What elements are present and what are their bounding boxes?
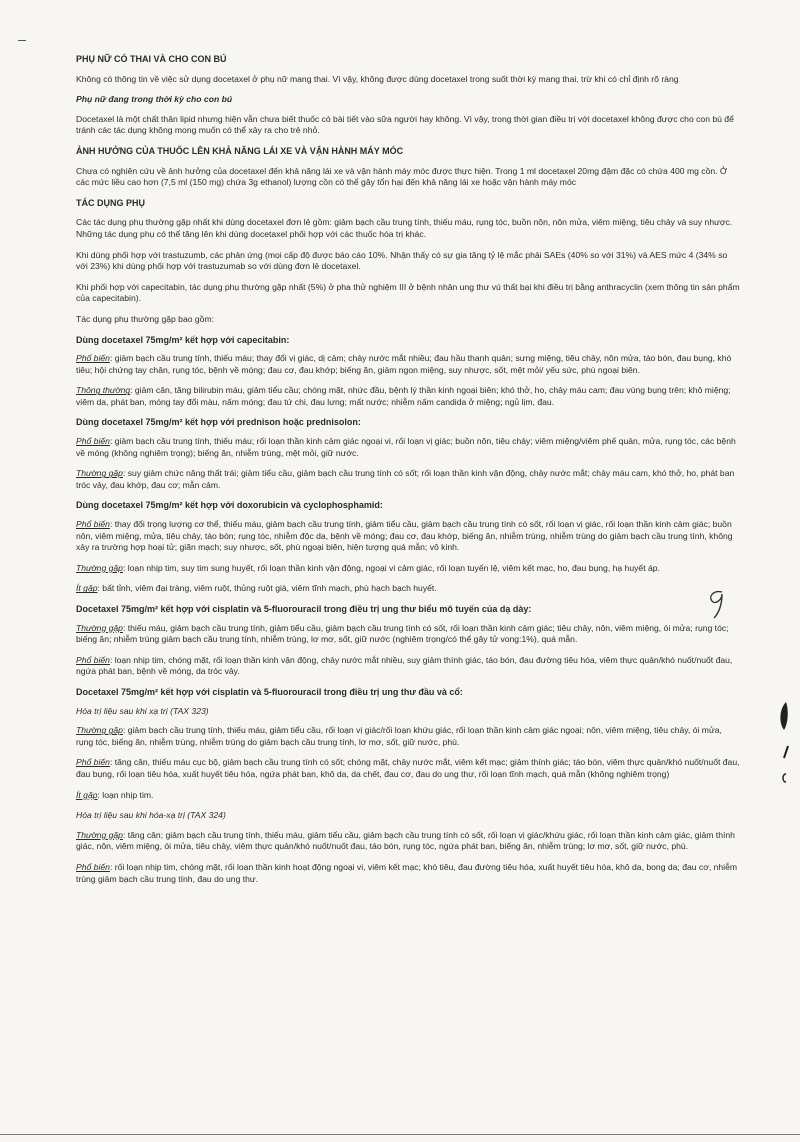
frequency-paragraph — [76, 468, 740, 491]
frequency-paragraph — [76, 436, 740, 459]
frequency-text: : loạn nhịp tim, suy tim sung huyết, rối loạn thần kinh vận động, ngoại vi cảm giác, rối loạn tuyến lệ, viêm kết mạc, ho, đau bụng, hạ huyết áp. — [122, 562, 660, 573]
section-heading: TÁC DỤNG PHỤ — [76, 197, 145, 208]
frequency-label: Phổ biến — [76, 757, 110, 768]
document-page — [76, 54, 740, 894]
regimen-heading: Docetaxel 75mg/m² kết hợp với cisplatin và 5-fluorouracil trong điều trị ung thư biểu mô tuyến của dạ dày: — [76, 604, 532, 614]
frequency-label: Phổ biến — [76, 519, 110, 530]
page-edge-mark — [772, 700, 800, 790]
frequency-text: : loạn nhịp tim. — [97, 789, 154, 800]
paragraph: Các tác dụng phụ thường gặp nhất khi dùng docetaxel đơn lẻ gồm: giảm bạch cầu trung tính, thiếu máu, rụng tóc, buồn nôn, nôn mửa, viêm miệng, tiêu chảy và suy nhược. Những tác dụng phụ có thể tăng lên khi dùng docetaxel phối hợp với các thuốc hóa trị khác. — [76, 217, 733, 239]
paragraph: Không có thông tin về việc sử dụng docetaxel ở phụ nữ mang thai. Vì vậy, không được dùng docetaxel trong suốt thời kỳ mang thai, trừ khi có chỉ định rõ ràng — [76, 73, 679, 84]
frequency-paragraph — [76, 790, 740, 802]
frequency-text: : bất tỉnh, viêm đại tràng, viêm ruột, thủng ruột già, viêm tĩnh mạch, phù hạch bạch huyết. — [97, 583, 437, 594]
regimen-heading: Dùng docetaxel 75mg/m² kết hợp với doxorubicin và cyclophosphamid: — [76, 500, 383, 511]
section-heading: PHỤ NỮ CÓ THAI VÀ CHO CON BÚ — [76, 54, 227, 64]
frequency-text: : tăng cân, thiếu máu cục bộ, giảm bạch cầu trung tính có sốt; chóng mặt, chảy nước mắt, viêm kết mạc; giảm thính giác; táo bón, viêm thực quản/khó nuốt/nuốt đau, đau bụng, rối loạn tiêu hóa, xuất huyết tiêu hóa, ngứa phát ban, khô da, da chết, đau cơ, đau do ung thư, rối loạn tĩnh mạch, quá mẫn (không nghiêm trọng) — [76, 757, 740, 779]
paragraph-italic: Hóa trị liệu sau khi xạ trị (TAX 323) — [76, 705, 209, 716]
frequency-label: Phổ biến — [76, 654, 110, 665]
frequency-label: Phổ biến — [76, 436, 110, 447]
frequency-label: Ít gặp — [76, 789, 98, 800]
frequency-label: Ít gặp — [76, 583, 98, 594]
paragraph: Docetaxel là một chất thân lipid nhưng hiện vẫn chưa biết thuốc có bài tiết vào sữa người hay không. Vì vậy, trong thời gian điều trị với docetaxel không được cho con bú để tránh các tác dụng không mong muốn có thể xảy ra cho trẻ nhỏ. — [76, 113, 734, 136]
frequency-text: : giảm bạch cầu trung tính, thiếu máu; rối loạn thần kinh cảm giác ngoại vi, rối loạn vị giác; buồn nôn, tiêu chảy; viêm miệng/viêm phế quản, mửa, rụng tóc, các bệnh về móng (không nghiêm trọng); biếng ăn, nhiễm trùng, mệt mỏi, giữ nước. — [76, 436, 736, 458]
frequency-paragraph — [76, 655, 740, 678]
frequency-paragraph — [76, 563, 740, 575]
frequency-text: : thiếu máu, giảm bạch cầu trung tính, giảm tiểu cầu, giảm bạch cầu trung tính có sốt, rối loạn thần kinh cảm giác; tiêu chảy, nôn, viêm miệng, ói mửa; rụng tóc; biếng ăn; nhiễm trùng giảm bạch cầu trung tính, nhiễm trùng, lơ mơ, sốt, giữ nước (nghiêm trọng/có thể gây tử vong:1%), quá mẫn. — [76, 622, 729, 645]
frequency-label: Thông thường — [76, 385, 131, 396]
frequency-text: : suy giảm chức năng thất trái; giảm tiểu cầu, giảm bạch cầu trung tính có sốt; rối loạn thần kinh vận động, chảy nước mắt; chảy máu cam, khó thở, ho, phát ban tróc vảy, đau khớp, đau cơ; mẫn cảm. — [76, 468, 735, 490]
paragraph: Chưa có nghiên cứu về ảnh hưởng của docetaxel đến khả năng lái xe và vận hành máy móc được thực hiện. Trong 1 ml docetaxel 20mg đậm đặc có chứa 400 mg cồn. Ở các mức liều cao hơn (7,5 ml (150 mg) chứa 3g ethanol) lượng cồn có thể gây tổn hại đến khả năng lái xe hoặc vận hành máy móc — [76, 165, 728, 188]
frequency-paragraph — [76, 830, 740, 853]
paragraph: Khi dùng phối hợp với trastuzumb, các phản ứng (mọi cấp độ được báo cáo 10%. Nhận thấy có sự gia tăng tỷ lệ mắc phải SAEs (40% so với 31%) và AES mức 4 (34% so với 23%) khi dùng phối hợp với trastuzumab so với dùng đơn lẻ docetaxel. — [76, 249, 728, 272]
frequency-text: : tăng cân; giảm bạch cầu trung tính, thiếu máu, giảm tiểu cầu, giảm bạch cầu trung tính có sốt, rối loạn vị giác/khứu giác, rối loạn thần kinh cảm giác, giảm thính giác, nôn, viêm miệng, ói mửa, tiêu chảy, viêm thực quản/khó nuốt/nuốt đau, táo bón, rụng tóc, ngứa phát ban, biếng ăn, nhiễm trùng; lơ mơ, sốt, giữ nước, phù. — [76, 829, 735, 852]
paragraph: Khi phối hợp với capecitabin, tác dụng phụ thường gặp nhất (5%) ở pha thử nghiệm III ở bệnh nhân ung thư vú thất bại khi điều trị bằng anthracyclin (xem thông tin sản phẩm của capecitabin). — [76, 281, 740, 304]
frequency-text: : loạn nhịp tim, chóng mặt, rối loạn thần kinh vận động, chảy nước mắt nhiều, suy giảm thính giác, táo bón, đau đường tiêu hóa, viêm thực quản/khó nuốt/nuốt đau, ngứa phát ban, bệnh về móng, da tróc vảy. — [76, 654, 733, 677]
frequency-text: : giảm cân, tăng bilirubin máu, giảm tiểu cầu; chóng mặt, nhức đầu, bệnh lý thần kinh ngoại biên; khó thở, ho, chảy máu cam; đau vùng bụng trên; khô miệng; viêm da, phát ban, móng tay đổi màu, nấm móng; đau tứ chi, đau lưng; mất nước; nhiễm nấm candida ở miệng; ngủ lịm, đau. — [76, 385, 731, 407]
frequency-text: : giảm bạch cầu trung tính, thiếu máu, giảm tiểu cầu, rối loạn vị giác/rối loạn khứu giác, rối loạn thần kinh cảm giác ngoại; nôn, viêm miệng, tiêu chảy, ói mửa, rụng tóc, biếng ăn, nhiễm trùng, nhiễm trùng do giảm bạch cầu trung tính, lơ mơ, sốt, giữ nước, phù. — [76, 725, 722, 747]
frequency-label: Thường gặp — [76, 468, 123, 479]
frequency-paragraph — [76, 757, 740, 780]
frequency-paragraph — [76, 623, 740, 646]
paragraph-italic: Hóa trị liệu sau khi hóa-xạ trị (TAX 324) — [76, 810, 226, 821]
frequency-text: : giảm bạch cầu trung tính, thiếu máu; thay đổi vị giác, dị cảm; chảy nước mắt nhiều; đau hầu thanh quản; sưng miệng, tiêu chảy, nôn mửa, táo bón, đau bụng, khó tiêu; hội chứng tay chân, rụng tóc, bệnh về móng; đau cơ, đau khớp; biếng ăn, giảm ngon miệng, suy nhược, sốt, mệt mỏi/ yếu sức, phù ngoại biên. — [76, 353, 732, 375]
frequency-paragraph — [76, 862, 740, 885]
regimen-heading: Dùng docetaxel 75mg/m² kết hợp với prednison hoặc prednisolon: — [76, 417, 361, 428]
section-heading: ẢNH HƯỞNG CỦA THUỐC LÊN KHẢ NĂNG LÁI XE VÀ VẬN HÀNH MÁY MÓC — [76, 145, 404, 156]
regimen-heading: Dùng docetaxel 75mg/m² kết hợp với capecitabin: — [76, 334, 290, 345]
frequency-label: Thường gặp — [76, 622, 123, 633]
frequency-text: : thay đổi trọng lượng cơ thể, thiếu máu, giảm bạch cầu trung tính, giảm tiểu cầu, giảm bạch cầu trung tính có sốt, rối loạn vị giác, rối loạn thần kinh cảm giác; buồn nôn, viêm miệng, mửa, tiêu chảy, táo bón; rụng tóc, nhiễm độc da, bệnh về móng; đau cơ, đau khớp, biếng ăn, nhiễm trùng, nhiễm trùng do giảm bạch cầu trung tính, không xảy ra trường hợp hoại tử; giãn mạch; suy nhược, sốt, phù ngoại biên, hiện tượng quá mẫn; vô kinh. — [76, 519, 733, 553]
frequency-text: : rối loạn nhịp tim, chóng mặt, rối loạn thần kinh hoạt động ngoại vi, viêm kết mạc; khó tiêu, đau đường tiêu hóa, xuất huyết tiêu hóa, khô da, bong da; đau cơ, nhiễm trùng giảm bạch cầu trung tính, đau do ung thư. — [76, 861, 738, 884]
scan-bottom-edge — [0, 1134, 800, 1135]
frequency-label: Thường gặp — [76, 829, 123, 840]
frequency-paragraph — [76, 385, 740, 408]
scan-mark — [18, 40, 26, 41]
frequency-label: Phổ biến — [76, 353, 110, 364]
frequency-label: Thường gặp — [76, 562, 123, 573]
paragraph: Tác dụng phụ thường gặp bao gồm: — [76, 313, 215, 324]
frequency-paragraph — [76, 583, 740, 595]
frequency-paragraph — [76, 353, 740, 376]
regimen-heading: Docetaxel 75mg/m² kết hợp với cisplatin và 5-fluorouracil trong điều trị ung thư đầu và cổ: — [76, 686, 463, 697]
frequency-paragraph — [76, 725, 740, 748]
frequency-label: Thường gặp — [76, 725, 123, 736]
sub-heading: Phụ nữ đang trong thời kỳ cho con bú — [76, 94, 233, 105]
frequency-label: Phổ biến — [76, 861, 110, 872]
frequency-paragraph — [76, 519, 740, 554]
handwritten-initial-icon — [700, 586, 734, 620]
